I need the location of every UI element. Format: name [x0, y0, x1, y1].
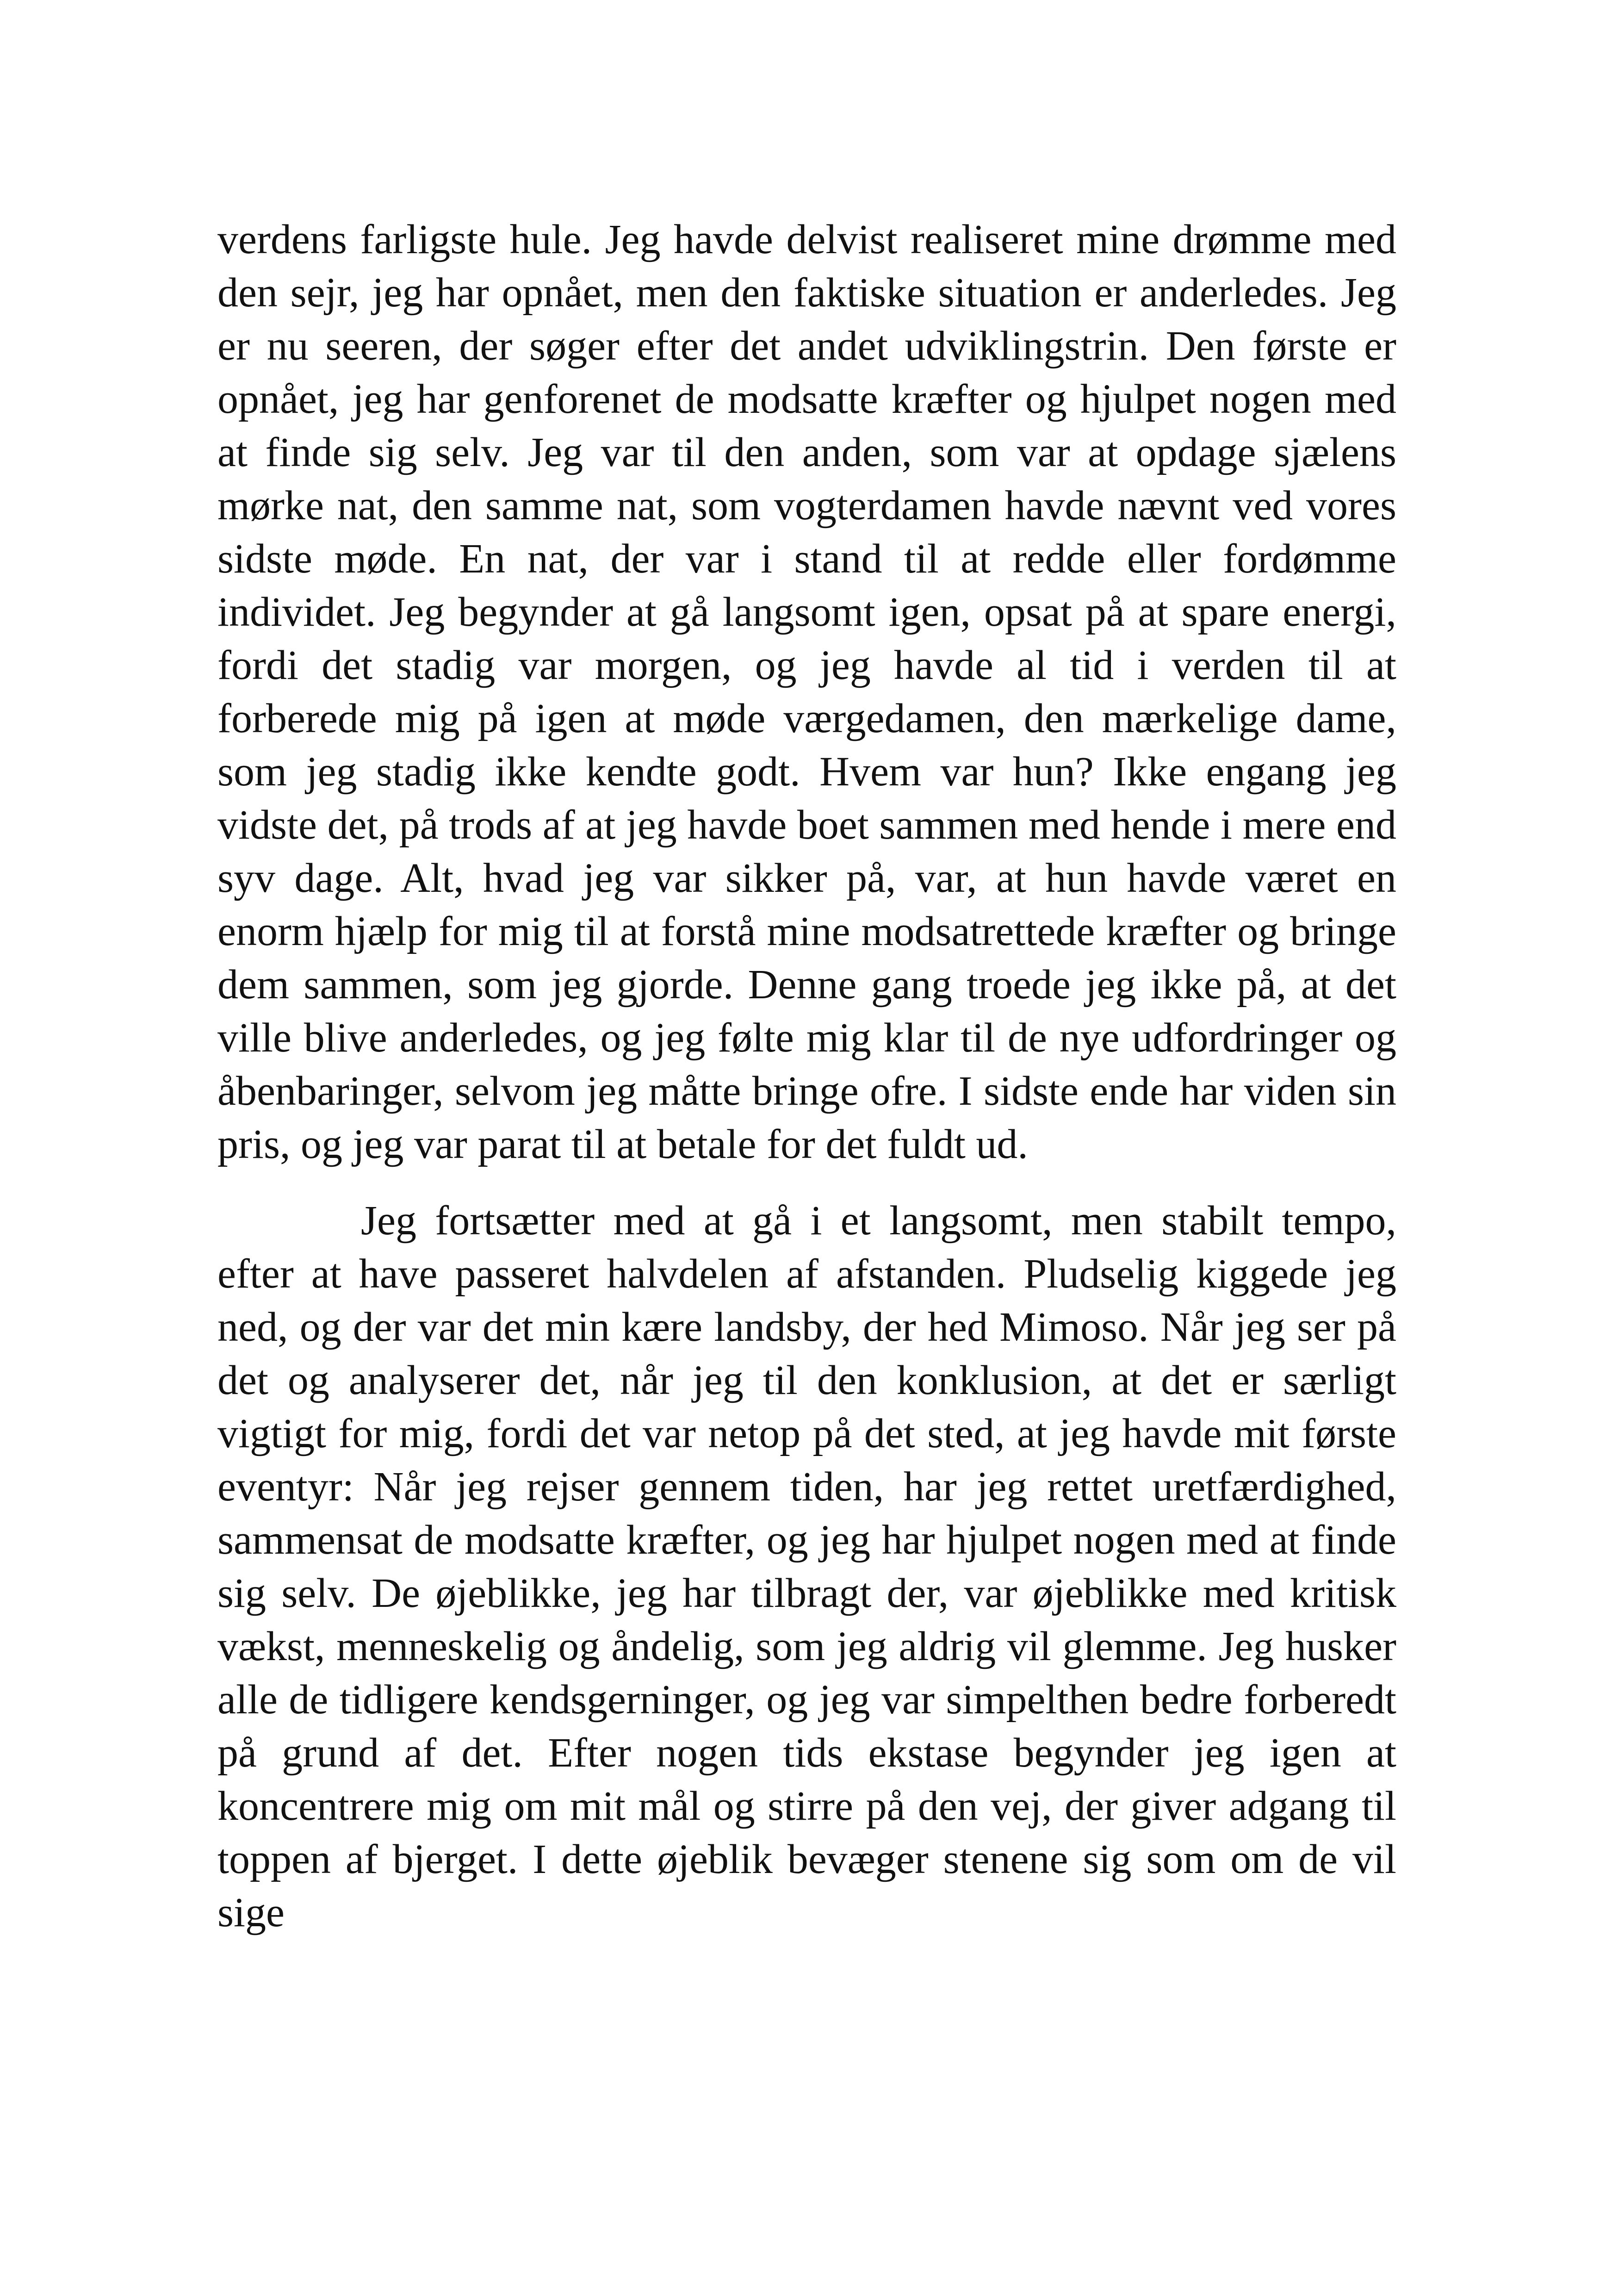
paragraph-2: Jeg fortsætter med at gå i et langsomt, men stabilt tempo, efter at have passeret halvdelen af afstanden. Pludselig kiggede jeg ned, og der var det min kære landsby, der hed Mimoso. Når jeg ser på det og analyserer det, når jeg til den konklusion, at det er særligt vigtigt for mig, fordi det var netop på det sted, at jeg havde mit første eventyr: Når jeg rejser gennem tiden, har jeg rettet uretfærdighed, sammensat de modsatte kræfter, og jeg har hjulpet nogen med at finde sig selv. De øjeblikke, jeg har tilbragt der, var øjeblikke med kritisk vækst, menneskelig og åndelig, som jeg aldrig vil glemme. Jeg husker alle de tidligere kendsgerninger, og jeg var simpelthen bedre forberedt på grund af det. Efter nogen tids ekstase begynder jeg igen at koncentrere mig om mit mål og stirre på den vej, der giver adgang til toppen af bjerget. I dette øjeblik bevæger stenene sig som om de vil sige — [217, 1198, 1396, 1935]
paragraph-1: verdens farligste hule. Jeg havde delvist realiseret mine drømme med den sejr, jeg har opnået, men den faktiske situation er anderledes. Jeg er nu seeren, der søger efter det andet udviklingstrin. Den første er opnået, jeg har genforenet de modsatte kræfter og hjulpet nogen med at finde sig selv. Jeg var til den anden, som var at opdage sjælens mørke nat, den samme nat, som vogterdamen havde nævnt ved vores sidste møde. En nat, der var i stand til at redde eller fordømme individet. Jeg begynder at gå langsomt igen, opsat på at spare energi, fordi det stadig var morgen, og jeg havde al tid i verden til at forberede mig på igen at møde værgedamen, den mærkelige dame, som jeg stadig ikke kendte godt. Hvem var hun? Ikke engang jeg vidste det, på trods af at jeg havde boet sammen med hende i mere end syv dage. Alt, hvad jeg var sikker på, var, at hun havde været en enorm hjælp for mig til at forstå mine modsatrettede kræfter og bringe dem sammen, som jeg gjorde. Denne gang troede jeg ikke på, at det ville blive anderledes, og jeg følte mig klar til de nye udfordringer og åbenbaringer, selvom jeg måtte bringe ofre. I sidste ende har viden sin pris, og jeg var parat til at betale for det fuldt ud. — [217, 217, 1396, 1167]
body-text — [217, 213, 1396, 1939]
